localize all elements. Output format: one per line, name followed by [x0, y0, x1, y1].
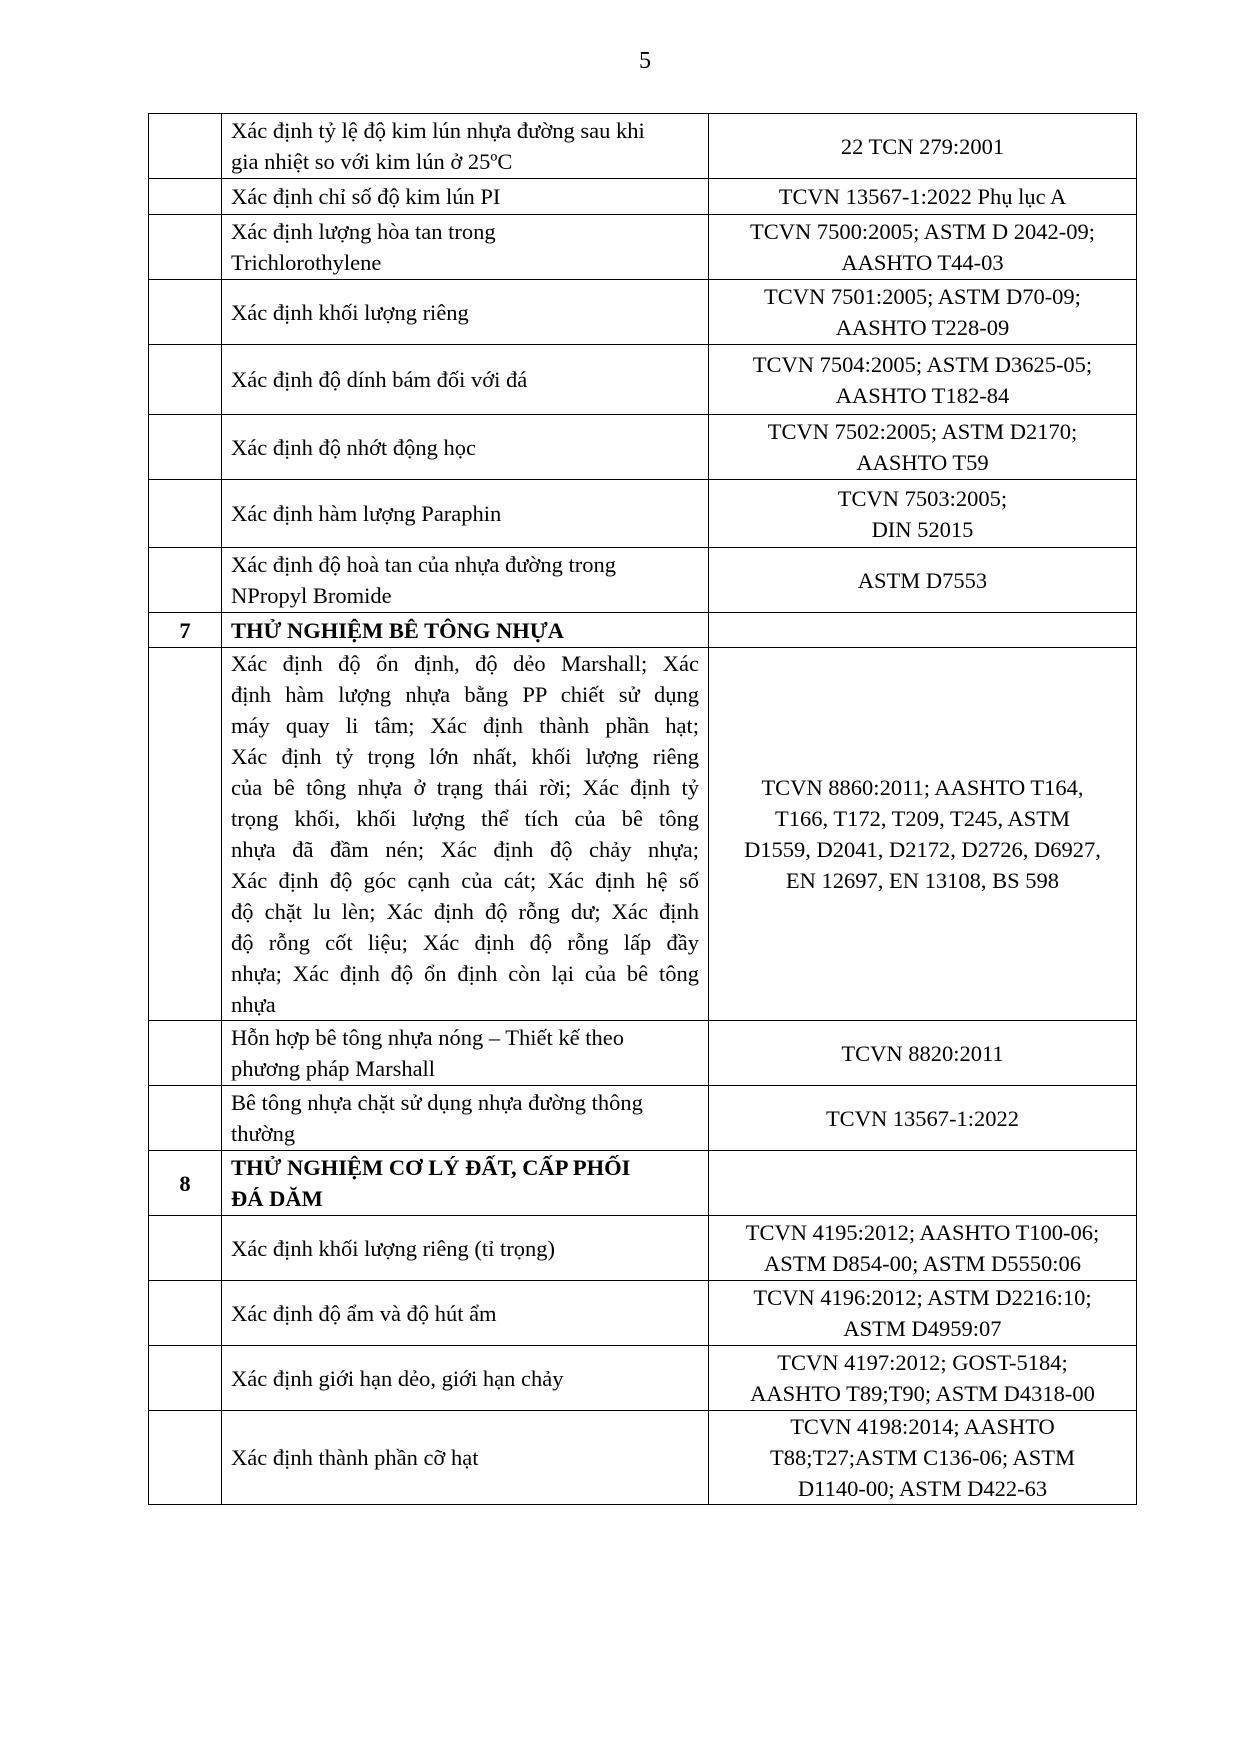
standard-line: DIN 52015 [871, 516, 974, 542]
description-line: nhựa đã đầm nén; Xác định độ chảy nhựa; [231, 837, 699, 862]
standard-line: TCVN 13567-1:2022 Phụ lục A [778, 184, 1067, 209]
description-line: Xác định thành phần cỡ hạt [231, 1445, 479, 1470]
test-description [222, 1086, 709, 1151]
section-row [149, 1151, 1137, 1216]
description-line: Xác định giới hạn dẻo, giới hạn chảy [231, 1365, 564, 1391]
table-row [149, 648, 1137, 1021]
description-line: Xác định độ nhớt động học [231, 434, 476, 460]
standard-line: ASTM D7553 [857, 567, 988, 593]
test-standard [709, 179, 1137, 215]
row-number-cell [149, 1281, 222, 1346]
test-description [222, 415, 709, 480]
test-description [222, 1346, 709, 1411]
test-description [222, 1021, 709, 1086]
test-description [222, 548, 709, 613]
description-line: định hàm lượng nhựa bằng PP chiết sử dụng [231, 682, 699, 707]
row-number-cell [149, 480, 222, 548]
test-standard [709, 280, 1137, 345]
row-number-cell [149, 415, 222, 480]
row-number-cell [149, 215, 222, 280]
row-number-cell [149, 114, 222, 179]
table-row [149, 1411, 1137, 1505]
table-row [149, 114, 1137, 179]
test-standard [709, 1346, 1137, 1411]
standard-line: AASHTO T59 [856, 450, 989, 475]
standard-line: TCVN 13567-1:2022 [825, 1105, 1020, 1131]
row-number-cell [149, 345, 222, 415]
test-standard [709, 1086, 1137, 1151]
description-line: độ chặt lu lèn; Xác định độ rỗng dư; Xác định [231, 899, 699, 924]
table-row [149, 345, 1137, 415]
standard-line: TCVN 4197:2012; GOST-5184; [777, 1350, 1068, 1375]
description-line: nhựa; Xác định độ ổn định còn lại của bê tông [231, 961, 699, 986]
test-description [222, 215, 709, 280]
description-line: Xác định lượng hòa tan trong [231, 219, 496, 244]
standard-line: T166, T172, T209, T245, ASTM [774, 806, 1071, 831]
test-description [222, 114, 709, 179]
standard-line: ASTM D4959:07 [843, 1316, 1002, 1341]
table-row [149, 1216, 1137, 1281]
standard-line: TCVN 7500:2005; ASTM D 2042-09; [749, 219, 1095, 244]
row-number-cell [149, 548, 222, 613]
standard-line: TCVN 4198:2014; AASHTO [790, 1414, 1055, 1439]
standards-table [148, 113, 1137, 1505]
description-line: thường [231, 1121, 296, 1146]
standard-line: EN 12697, EN 13108, BS 598 [785, 868, 1060, 893]
row-number-cell [149, 1021, 222, 1086]
table-row [149, 415, 1137, 480]
description-line: Xác định tỷ lệ độ kim lún nhựa đường sau khi [231, 118, 645, 143]
description-line: phương pháp Marshall [231, 1056, 436, 1081]
description-line: của bê tông nhựa ở trạng thái rời; Xác định tỷ [231, 775, 699, 800]
description-line: Bê tông nhựa chặt sử dụng nhựa đường thông [231, 1090, 643, 1115]
description-line: máy quay li tâm; Xác định thành phần hạt; [231, 713, 699, 738]
standard-line: TCVN 7504:2005; ASTM D3625-05; [752, 351, 1093, 377]
row-number-cell [149, 179, 222, 215]
table-body [149, 114, 1137, 1505]
test-standard [709, 1216, 1137, 1281]
test-description [222, 648, 709, 1021]
standard-line: TCVN 7502:2005; ASTM D2170; [767, 419, 1078, 444]
description-line: độ rỗng cốt liệu; Xác định độ rỗng lấp đầy [231, 930, 699, 955]
section-title [222, 613, 709, 648]
section-row [149, 613, 1137, 648]
section-title-line: ĐÁ DĂM [231, 1186, 323, 1211]
table-row [149, 480, 1137, 548]
description-line: Xác định độ ổn định, độ dẻo Marshall; Xác [231, 651, 699, 676]
test-standard [709, 345, 1137, 415]
table-row [149, 179, 1137, 215]
standard-line: T88;T27;ASTM C136-06; ASTM [769, 1445, 1076, 1470]
table-row [149, 1281, 1137, 1346]
section-standard-cell [709, 613, 1137, 648]
standard-line: AASHTO T44-03 [841, 250, 1004, 275]
table-row [149, 1086, 1137, 1151]
test-standard [709, 114, 1137, 179]
section-number: 7 [149, 613, 222, 648]
standard-line: AASHTO T182-84 [835, 382, 1010, 408]
test-standard [709, 215, 1137, 280]
test-standard [709, 415, 1137, 480]
row-number-cell [149, 1346, 222, 1411]
test-description [222, 179, 709, 215]
standard-line: ASTM D854-00; ASTM D5550:06 [764, 1251, 1081, 1276]
test-description [222, 1411, 709, 1505]
section-number: 8 [149, 1151, 222, 1216]
test-description [222, 345, 709, 415]
table-row [149, 280, 1137, 345]
row-number-cell [149, 280, 222, 345]
description-line: nhựa [231, 992, 276, 1017]
description-line: Hỗn hợp bê tông nhựa nóng – Thiết kế theo [231, 1025, 624, 1050]
test-description [222, 1216, 709, 1281]
standard-line: TCVN 7503:2005; [837, 485, 1008, 511]
standard-line: AASHTO T89;T90; ASTM D4318-00 [750, 1381, 1095, 1406]
test-standard [709, 548, 1137, 613]
row-number-cell [149, 1086, 222, 1151]
standard-line: D1559, D2041, D2172, D2726, D6927, [744, 837, 1101, 862]
table-row [149, 1346, 1137, 1411]
table-row [149, 215, 1137, 280]
section-standard-cell [709, 1151, 1137, 1216]
standard-line: TCVN 8820:2011 [841, 1040, 1004, 1066]
section-title [222, 1151, 709, 1216]
standard-line: 22 TCN 279:2001 [840, 133, 1005, 159]
description-line: Xác định độ hoà tan của nhựa đường trong [231, 552, 616, 577]
page-number: 5 [639, 48, 651, 74]
section-title-line: THỬ NGHIỆM CƠ LÝ ĐẤT, CẤP PHỐI [231, 1155, 631, 1180]
test-standard [709, 480, 1137, 548]
description-line: Xác định khối lượng riêng [231, 299, 469, 325]
description-line: trọng khối, khối lượng thể tích của bê tông [231, 806, 699, 831]
test-description [222, 480, 709, 548]
description-line: Trichlorothylene [231, 250, 382, 275]
test-description [222, 1281, 709, 1346]
standard-line: TCVN 8860:2011; AASHTO T164, [761, 775, 1084, 800]
section-title-line: THỬ NGHIỆM BÊ TÔNG NHỰA [231, 617, 564, 643]
row-number-cell [149, 648, 222, 1021]
test-description [222, 280, 709, 345]
description-line: Xác định độ dính bám đối với đá [231, 367, 528, 392]
description-line: Xác định tỷ trọng lớn nhất, khối lượng riêng [231, 744, 699, 769]
description-line: gia nhiệt so với kim lún ở 25ºC [231, 149, 513, 174]
test-standard [709, 1411, 1137, 1505]
standard-line: D1140-00; ASTM D422-63 [797, 1476, 1048, 1501]
test-standard [709, 1021, 1137, 1086]
row-number-cell [149, 1216, 222, 1281]
standard-line: TCVN 4196:2012; ASTM D2216:10; [753, 1285, 1092, 1310]
description-line: NPropyl Bromide [231, 583, 392, 608]
description-line: Xác định độ góc cạnh của cát; Xác định hệ số [231, 868, 699, 893]
description-line: Xác định độ ẩm và độ hút ẩm [231, 1300, 497, 1326]
table-row [149, 548, 1137, 613]
standard-line: TCVN 7501:2005; ASTM D70-09; [764, 284, 1081, 309]
table-row [149, 1021, 1137, 1086]
description-line: Xác định hàm lượng Paraphin [231, 501, 502, 526]
test-standard [709, 648, 1137, 1021]
row-number-cell [149, 1411, 222, 1505]
description-line: Xác định khối lượng riêng (tỉ trọng) [231, 1235, 556, 1261]
test-standard [709, 1281, 1137, 1346]
description-line: Xác định chỉ số độ kim lún PI [231, 184, 501, 209]
standard-line: TCVN 4195:2012; AASHTO T100-06; [745, 1220, 1100, 1245]
standard-line: AASHTO T228-09 [835, 315, 1010, 340]
